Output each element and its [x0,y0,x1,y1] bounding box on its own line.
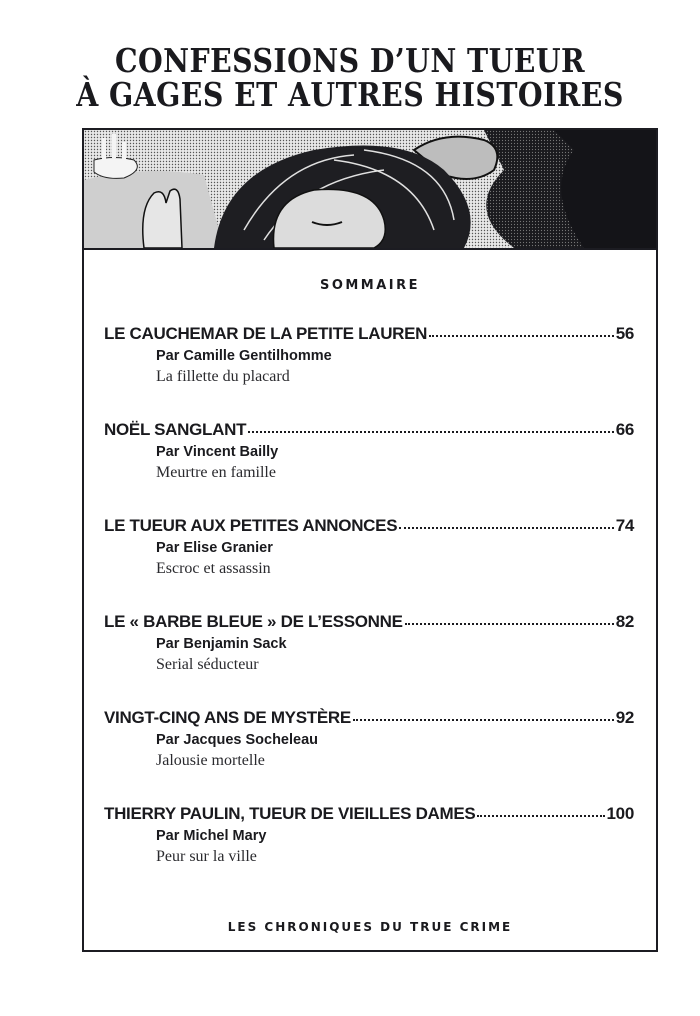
entry-page: 92 [615,708,634,727]
entry-author: Par Michel Mary [156,828,267,844]
dot-leader [399,527,613,529]
toc-entry[interactable] [104,324,634,386]
entry-page: 56 [615,324,634,343]
entry-subtitle: Escroc et assassin [156,560,271,577]
entry-author: Par Jacques Socheleau [156,732,318,748]
entry-author: Par Vincent Bailly [156,444,279,460]
entry-title: NOËL SANGLANT [104,420,247,439]
entry-author: Par Camille Gentilhomme [156,348,332,364]
entry-author: Par Elise Granier [156,540,273,556]
entry-page: 100 [606,804,634,823]
series-footer: LES CHRONIQUES DU TRUE CRIME [227,920,513,934]
entry-subtitle: Jalousie mortelle [156,752,265,769]
entry-title: THIERRY PAULIN, TUEUR DE VIEILLES DAMES [104,804,476,823]
illustration-image [84,130,656,250]
entry-page: 82 [615,612,634,631]
dot-leader [353,719,614,721]
toc-entry[interactable] [104,708,634,770]
entry-title: LE TUEUR AUX PETITES ANNONCES [104,516,398,535]
toc-entry[interactable] [104,612,634,674]
entry-author: Par Benjamin Sack [156,636,287,652]
entry-page: 74 [615,516,634,535]
entry-subtitle: Peur sur la ville [156,848,257,865]
toc-entry[interactable] [104,516,634,578]
entry-subtitle: Serial séducteur [156,656,259,673]
sleeping-girl-illustration-icon [84,130,656,248]
toc-entry[interactable] [104,420,634,482]
dot-leader [477,815,604,817]
dot-leader [248,431,614,433]
dot-leader [429,335,614,337]
title-line-1: CONFESSIONS D’UN TUEUR [114,41,586,80]
entry-subtitle: Meurtre en famille [156,464,276,481]
title-line-2: À GAGES ET AUTRES HISTOIRES [76,75,624,114]
contents-frame [82,128,658,952]
entry-title: LE CAUCHEMAR DE LA PETITE LAUREN [104,324,428,343]
book-title [49,41,651,114]
entry-subtitle: La fillette du placard [156,368,290,385]
toc-entry[interactable] [104,804,634,866]
entry-page: 66 [615,420,634,439]
entry-title: VINGT-CINQ ANS DE MYSTÈRE [104,708,351,727]
contents-heading: SOMMAIRE [319,278,421,293]
dot-leader [405,623,614,625]
entry-title: LE « BARBE BLEUE » DE L’ESSONNE [104,612,403,631]
